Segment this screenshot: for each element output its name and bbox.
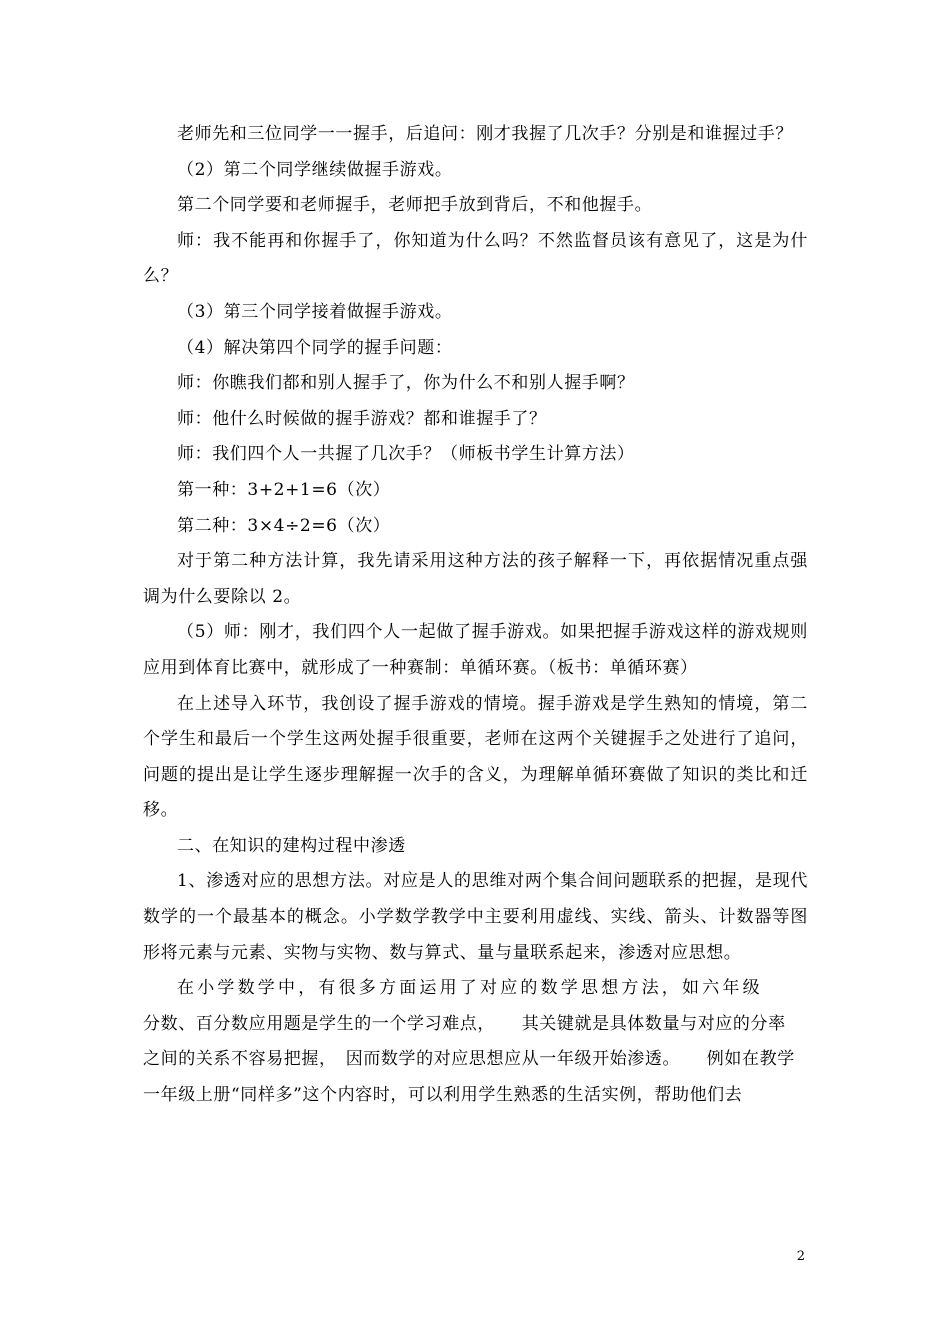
paragraph-1: 老师先和三位同学一一握手，后追问：刚才我握了几次手？分别是和谁握过手？: [177, 124, 793, 144]
paragraph-17-line-4: 一年级上册“同样多”这个内容时，可以利用学生熟悉的生活实例，帮助他们去: [143, 1085, 743, 1106]
paragraph-10: 第一种：3+2+1=6（次）: [177, 479, 391, 500]
paragraph-3: 第二个同学要和老师握手，老师把手放到背后，不和他握手。: [177, 195, 653, 216]
paragraph-2: （2）第二个同学继续做握手游戏。: [177, 159, 453, 180]
paragraph-5: （3）第三个同学接着做握手游戏。: [177, 301, 453, 322]
paragraph-17-line-3: 之间的关系不容易把握， 因而数学的对应思想应从一年级开始渗透。 例如在教学: [143, 1049, 795, 1070]
paragraph-12: 对于第二种方法计算，我先请采用这种方法的孩子解释一下，再依据情况重点强调为什么要除以 2。: [143, 551, 808, 607]
paragraph-7: 师：你瞧我们都和别人握手了，你为什么不和别人握手啊？: [177, 373, 635, 394]
page-number: 2: [796, 1249, 805, 1264]
paragraph-9: 师：我们四个人一共握了几次手？（师板书学生计算方法）: [177, 444, 635, 465]
section-heading: 二、在知识的建构过程中渗透: [177, 835, 406, 856]
document-body: [143, 117, 808, 1114]
paragraph-17-line-1: 在小学数学中，有很多方面运用了对应的数学思想方法，如六年级: [177, 978, 763, 999]
paragraph-11: 第二种：3×4÷2=6（次）: [177, 515, 391, 536]
paragraph-8: 师：他什么时候做的握手游戏？都和谁握手了？: [177, 408, 547, 429]
paragraph-6: （4）解决第四个同学的握手问题：: [177, 337, 453, 358]
paragraph-4: 师：我不能再和你握手了，你知道为什么吗？不然监督员该有意见了，这是为什么？: [143, 230, 808, 287]
paragraph-17-line-2: 分数、百分数应用题是学生的一个学习难点， 其关键就是具体数量与对应的分率: [143, 1013, 786, 1034]
paragraph-14: 在上述导入环节，我创设了握手游戏的情境。握手游戏是学生熟知的情境，第二个学生和最后一个学生这两处握手很重要，老师在这两个关键握手之处进行了追问，问题的提出是让学生逐步理解握一次手的含义，为理解单循环赛做了知识的类比和迁移。: [143, 693, 808, 821]
paragraph-13: （5）师：刚才，我们四个人一起做了握手游戏。如果把握手游戏这样的游戏规则应用到体育比赛中，就形成了一种赛制：单循环赛。（板书：单循环赛）: [143, 622, 808, 678]
paragraph-16: 1、渗透对应的思想方法。对应是人的思维对两个集合间问题联系的把握，是现代数学的一个最基本的概念。小学数学教学中主要利用虚线、实线、箭头、计数器等图形将元素与元素、实物与实物、数与算式、量与量联系起来，渗透对应思想。: [143, 871, 808, 963]
